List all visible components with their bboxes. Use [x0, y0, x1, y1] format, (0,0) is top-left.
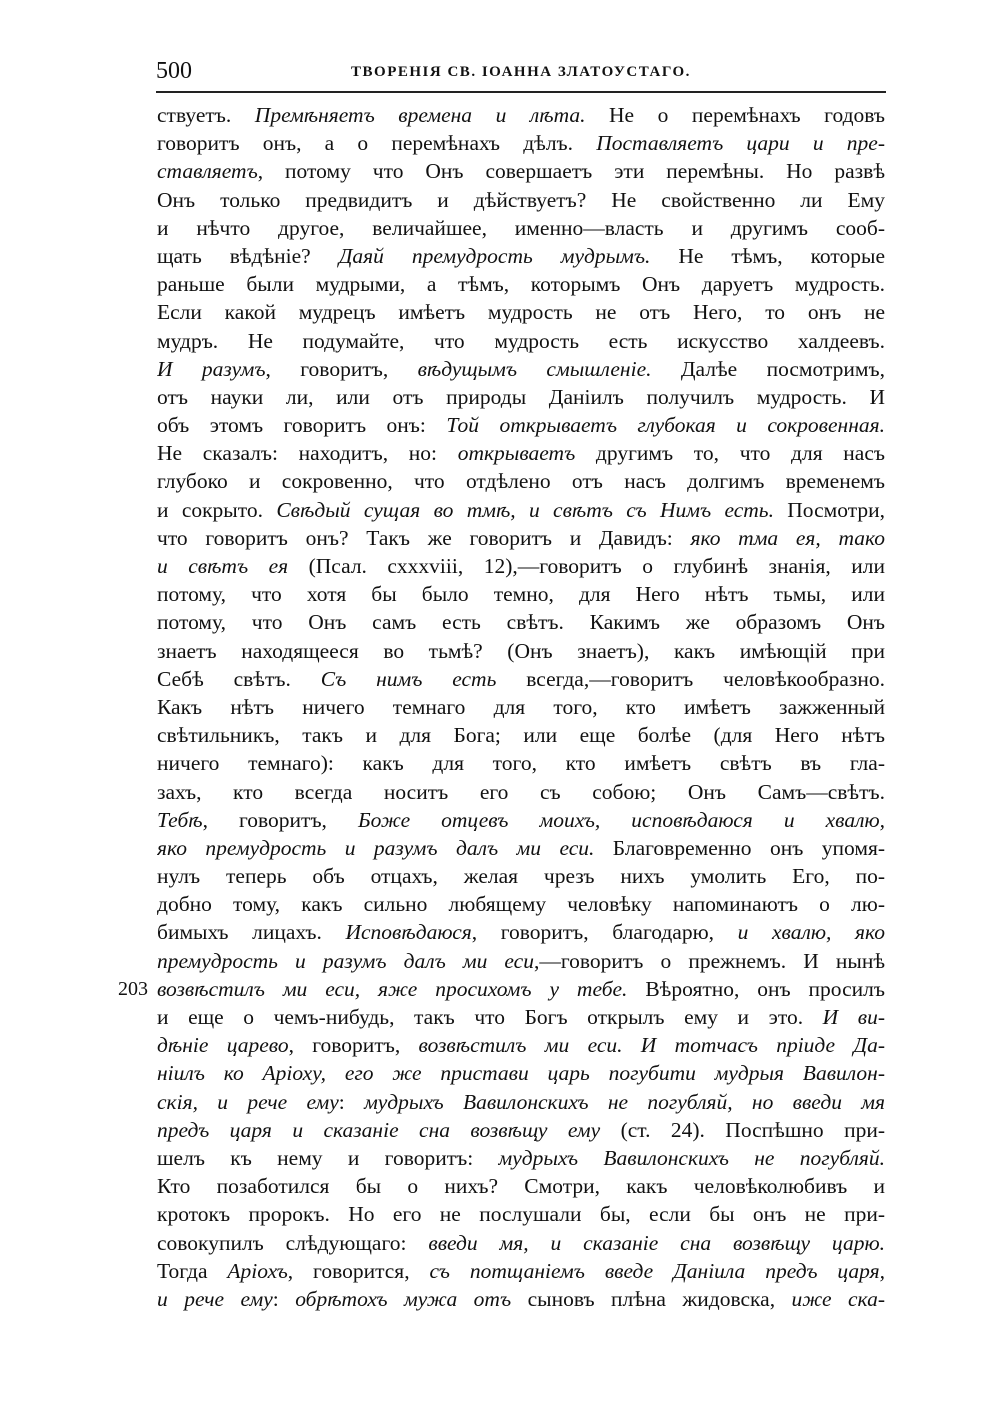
italic-quote: премудрость и разумъ далъ ми еси: [157, 948, 534, 973]
text-line: [157, 383, 885, 411]
text-line: [157, 1257, 885, 1285]
italic-quote: Поставляетъ цари и пре-: [596, 131, 885, 156]
italic-quote: иже ска-: [791, 1286, 885, 1311]
text-run: и сокрыто.: [157, 497, 277, 522]
italic-quote: яко тма ея, тако: [690, 525, 885, 550]
text-line: [157, 1031, 885, 1059]
text-line: [157, 1229, 885, 1257]
text-run: знаетъ находящееся во тьмѣ? (Онъ знаетъ), какъ имѣющій при: [157, 638, 885, 663]
text-run: другимъ то, что для насъ: [575, 441, 885, 466]
margin-line-number: 203: [118, 978, 148, 1001]
text-line: [157, 186, 885, 214]
text-run: мудръ. Не подумайте, что мудрость есть искусство халдеевъ.: [157, 328, 885, 353]
text-line: [157, 975, 885, 1003]
text-run: Если какой мудрецъ имѣетъ мудрость не отъ Него, то онъ не: [157, 300, 885, 325]
italic-quote: скія, и рече ему: [157, 1089, 339, 1114]
text-line: [157, 918, 885, 946]
text-run: что говоритъ онъ? Такъ же говоритъ и Давидъ:: [157, 525, 691, 550]
italic-quote: и хвалю, яко: [737, 920, 885, 945]
page-number: 500: [156, 58, 192, 84]
italic-quote: съ потщаніемъ введе Даніила предъ царя,: [429, 1258, 885, 1283]
text-run: добно тому, какъ сильно любящему человѣку напоминаютъ о лю-: [157, 892, 885, 917]
italic-quote: Исповѣдаюся: [345, 920, 472, 945]
text-line: [157, 1285, 885, 1313]
text-line: [157, 439, 885, 467]
text-run: и нѣчто другое, величайшее, именно—власть и другимъ сооб-: [157, 215, 885, 240]
italic-quote: введи мя, и сказаніе сна возвѣщу царю.: [428, 1230, 885, 1255]
body-text: [157, 101, 885, 1313]
text-line: [157, 693, 885, 721]
text-line: [157, 749, 885, 777]
text-run: и еще о чемъ-нибудь, такъ что Богъ открылъ ему и это.: [157, 1005, 823, 1029]
italic-quote: возвѣстилъ ми еси, яже просихомъ у тебе.: [157, 976, 628, 1001]
text-line: [157, 890, 885, 918]
text-run: Посмотри,: [773, 497, 885, 522]
text-run: бимыхъ лицахъ.: [157, 920, 346, 945]
text-line: [157, 214, 885, 242]
text-run: :: [338, 1089, 365, 1114]
text-run: свѣтильникъ, такъ и для Бога; или еще болѣе (для Него нѣтъ: [157, 723, 885, 748]
running-title: ТВОРЕНІЯ СВ. ІОАННА ЗЛАТОУСТАГО.: [351, 64, 691, 80]
text-line: [157, 1003, 885, 1031]
italic-quote: и рече ему: [157, 1286, 273, 1311]
text-run: ствуетъ.: [157, 103, 255, 127]
text-run: Вѣроятно, онъ просилъ: [627, 976, 885, 1001]
text-line: [157, 1088, 885, 1116]
text-line: [157, 580, 885, 608]
text-run: нулъ теперь объ отцахъ, желая чрезъ нихъ умолить Его, по-: [157, 864, 885, 889]
italic-quote: яко премудрость и разумъ далъ ми еси.: [157, 835, 595, 860]
italic-quote: и свѣтъ ея: [157, 554, 289, 578]
text-run: Далѣе посмотримъ,: [651, 356, 885, 381]
text-line: [157, 947, 885, 975]
text-run: сыновъ плѣна жидовска,: [511, 1286, 792, 1311]
text-run: Не о перемѣнахъ годовъ: [585, 103, 885, 127]
text-line: [157, 101, 885, 129]
text-run: шелъ къ нему и говоритъ:: [157, 1145, 499, 1170]
text-run: всегда,—говоритъ человѣкообразно.: [496, 666, 885, 691]
text-line: [157, 1172, 885, 1200]
italic-quote: Съ нимъ есть: [320, 666, 497, 691]
text-run: кротокъ пророкъ. Но его не послушали бы, если бы онъ не при-: [157, 1202, 885, 1227]
text-run: раньше были мудрыми, а тѣмъ, которымъ Онъ даруетъ мудрость.: [157, 272, 885, 297]
text-run: Себѣ свѣтъ.: [157, 666, 321, 691]
text-line: [157, 298, 885, 326]
text-run: Не тѣмъ, которые: [650, 243, 885, 268]
italic-quote: обрѣтохъ мужа отъ: [295, 1286, 512, 1311]
text-line: [157, 608, 885, 636]
text-run: , говоритъ,: [265, 356, 418, 381]
text-line: [157, 157, 885, 185]
text-run: потому, что Онъ самъ есть свѣтъ. Какимъ же образомъ Онъ: [157, 610, 885, 635]
text-line: [157, 1116, 885, 1144]
text-line: [157, 721, 885, 749]
italic-quote: Боже отцевъ моихъ, исповѣдаюся и хвалю,: [357, 807, 885, 832]
text-line: [157, 665, 885, 693]
text-run: щать вѣдѣніе?: [157, 243, 339, 268]
text-line: [157, 270, 885, 298]
text-line: [157, 778, 885, 806]
text-run: ничего темнаго): какъ для того, кто имѣетъ свѣтъ въ гла-: [157, 751, 885, 776]
italic-quote: ставляетъ: [157, 159, 258, 184]
text-line: [157, 1059, 885, 1087]
text-line: [157, 862, 885, 890]
text-run: , говоритъ, благодарю,: [471, 920, 738, 945]
text-run: отъ науки ли, или отъ природы Даніилъ получилъ мудрость. И: [157, 384, 885, 409]
text-run: Благовременно онъ упомя-: [594, 835, 885, 860]
page-header: [156, 58, 886, 88]
text-line: [157, 806, 885, 834]
italic-quote: Премѣняетъ времена и лѣта.: [254, 103, 586, 127]
text-run: (ст. 24). Поспѣшно при-: [600, 1117, 885, 1142]
text-line: [157, 552, 885, 580]
text-line: [157, 411, 885, 439]
text-run: Не сказалъ: находитъ, но:: [157, 441, 458, 466]
text-line: [157, 834, 885, 862]
text-run: ,—говоритъ о прежнемъ. И нынѣ: [533, 948, 885, 973]
text-run: , говоритъ,: [202, 807, 358, 832]
text-run: потому, что хотя бы было темно, для Него нѣтъ тьмы, или: [157, 582, 885, 607]
text-run: Тогда: [157, 1258, 228, 1283]
italic-quote: возвѣстилъ ми еси. И тотчасъ пріиде Да-: [418, 1033, 885, 1058]
text-run: , говорится,: [287, 1258, 430, 1283]
italic-quote: И разумъ: [157, 356, 266, 381]
text-run: Кто позаботился бы о нихъ? Смотри, какъ человѣколюбивъ и: [157, 1174, 885, 1199]
text-run: :: [272, 1286, 296, 1311]
italic-quote: Той открываетъ глубокая и сокровенная.: [446, 413, 885, 438]
text-line: [157, 496, 885, 524]
italic-quote: Тебѣ: [157, 807, 203, 832]
text-run: глубоко и сокровенно, что отдѣлено отъ насъ долгимъ временемъ: [157, 469, 885, 494]
text-run: говоритъ онъ, а о перемѣнахъ дѣлъ.: [157, 131, 597, 156]
italic-quote: предъ царя и сказаніе сна возвѣщу ему: [157, 1117, 601, 1142]
italic-quote: Свѣдый сущая во тмѣ, и свѣтъ съ Нимъ есть.: [276, 497, 774, 522]
italic-quote: ніилъ ко Аріоху, его же пристави царь погубити мудрыя Вавилон-: [157, 1061, 885, 1086]
text-run: совокупилъ слѣдующаго:: [157, 1230, 429, 1255]
italic-quote: Даяй премудрость мудрымъ.: [338, 243, 651, 268]
italic-quote: Аріохъ: [227, 1258, 288, 1283]
italic-quote: мудрыхъ Вавилонскихъ не погубляй.: [498, 1145, 885, 1170]
text-line: [157, 467, 885, 495]
text-line: [157, 242, 885, 270]
text-line: [157, 129, 885, 157]
italic-quote: вѣдущымъ смышленіе.: [417, 356, 652, 381]
text-line: [157, 1200, 885, 1228]
text-run: (Псал. cxxxvііі, 12),—говоритъ о глубинѣ знанія, или: [288, 554, 885, 578]
text-run: Онъ только предвидитъ и дѣйствуетъ? Не свойственно ли Ему: [157, 187, 885, 212]
text-line: [157, 355, 885, 383]
italic-quote: дѣніе царево: [157, 1033, 289, 1058]
italic-quote: И ви-: [822, 1005, 885, 1029]
text-run: захъ, кто всегда носитъ его съ собою; Онъ Самъ—свѣтъ.: [157, 779, 885, 804]
text-line: [157, 1144, 885, 1172]
text-run: , потому что Онъ совершаетъ эти перемѣны. Но развѣ: [257, 159, 885, 184]
italic-quote: мудрыхъ Вавилонскихъ не погубляй, но введи мя: [364, 1089, 885, 1114]
header-rule: [156, 91, 886, 93]
text-run: объ этомъ говоритъ онъ:: [157, 413, 447, 438]
text-line: [157, 637, 885, 665]
text-run: , говоритъ,: [288, 1033, 419, 1058]
text-line: [157, 327, 885, 355]
text-line: [157, 524, 885, 552]
text-run: Какъ нѣтъ ничего темнаго для того, кто имѣетъ зажженный: [157, 694, 885, 719]
italic-quote: открываетъ: [457, 441, 576, 466]
